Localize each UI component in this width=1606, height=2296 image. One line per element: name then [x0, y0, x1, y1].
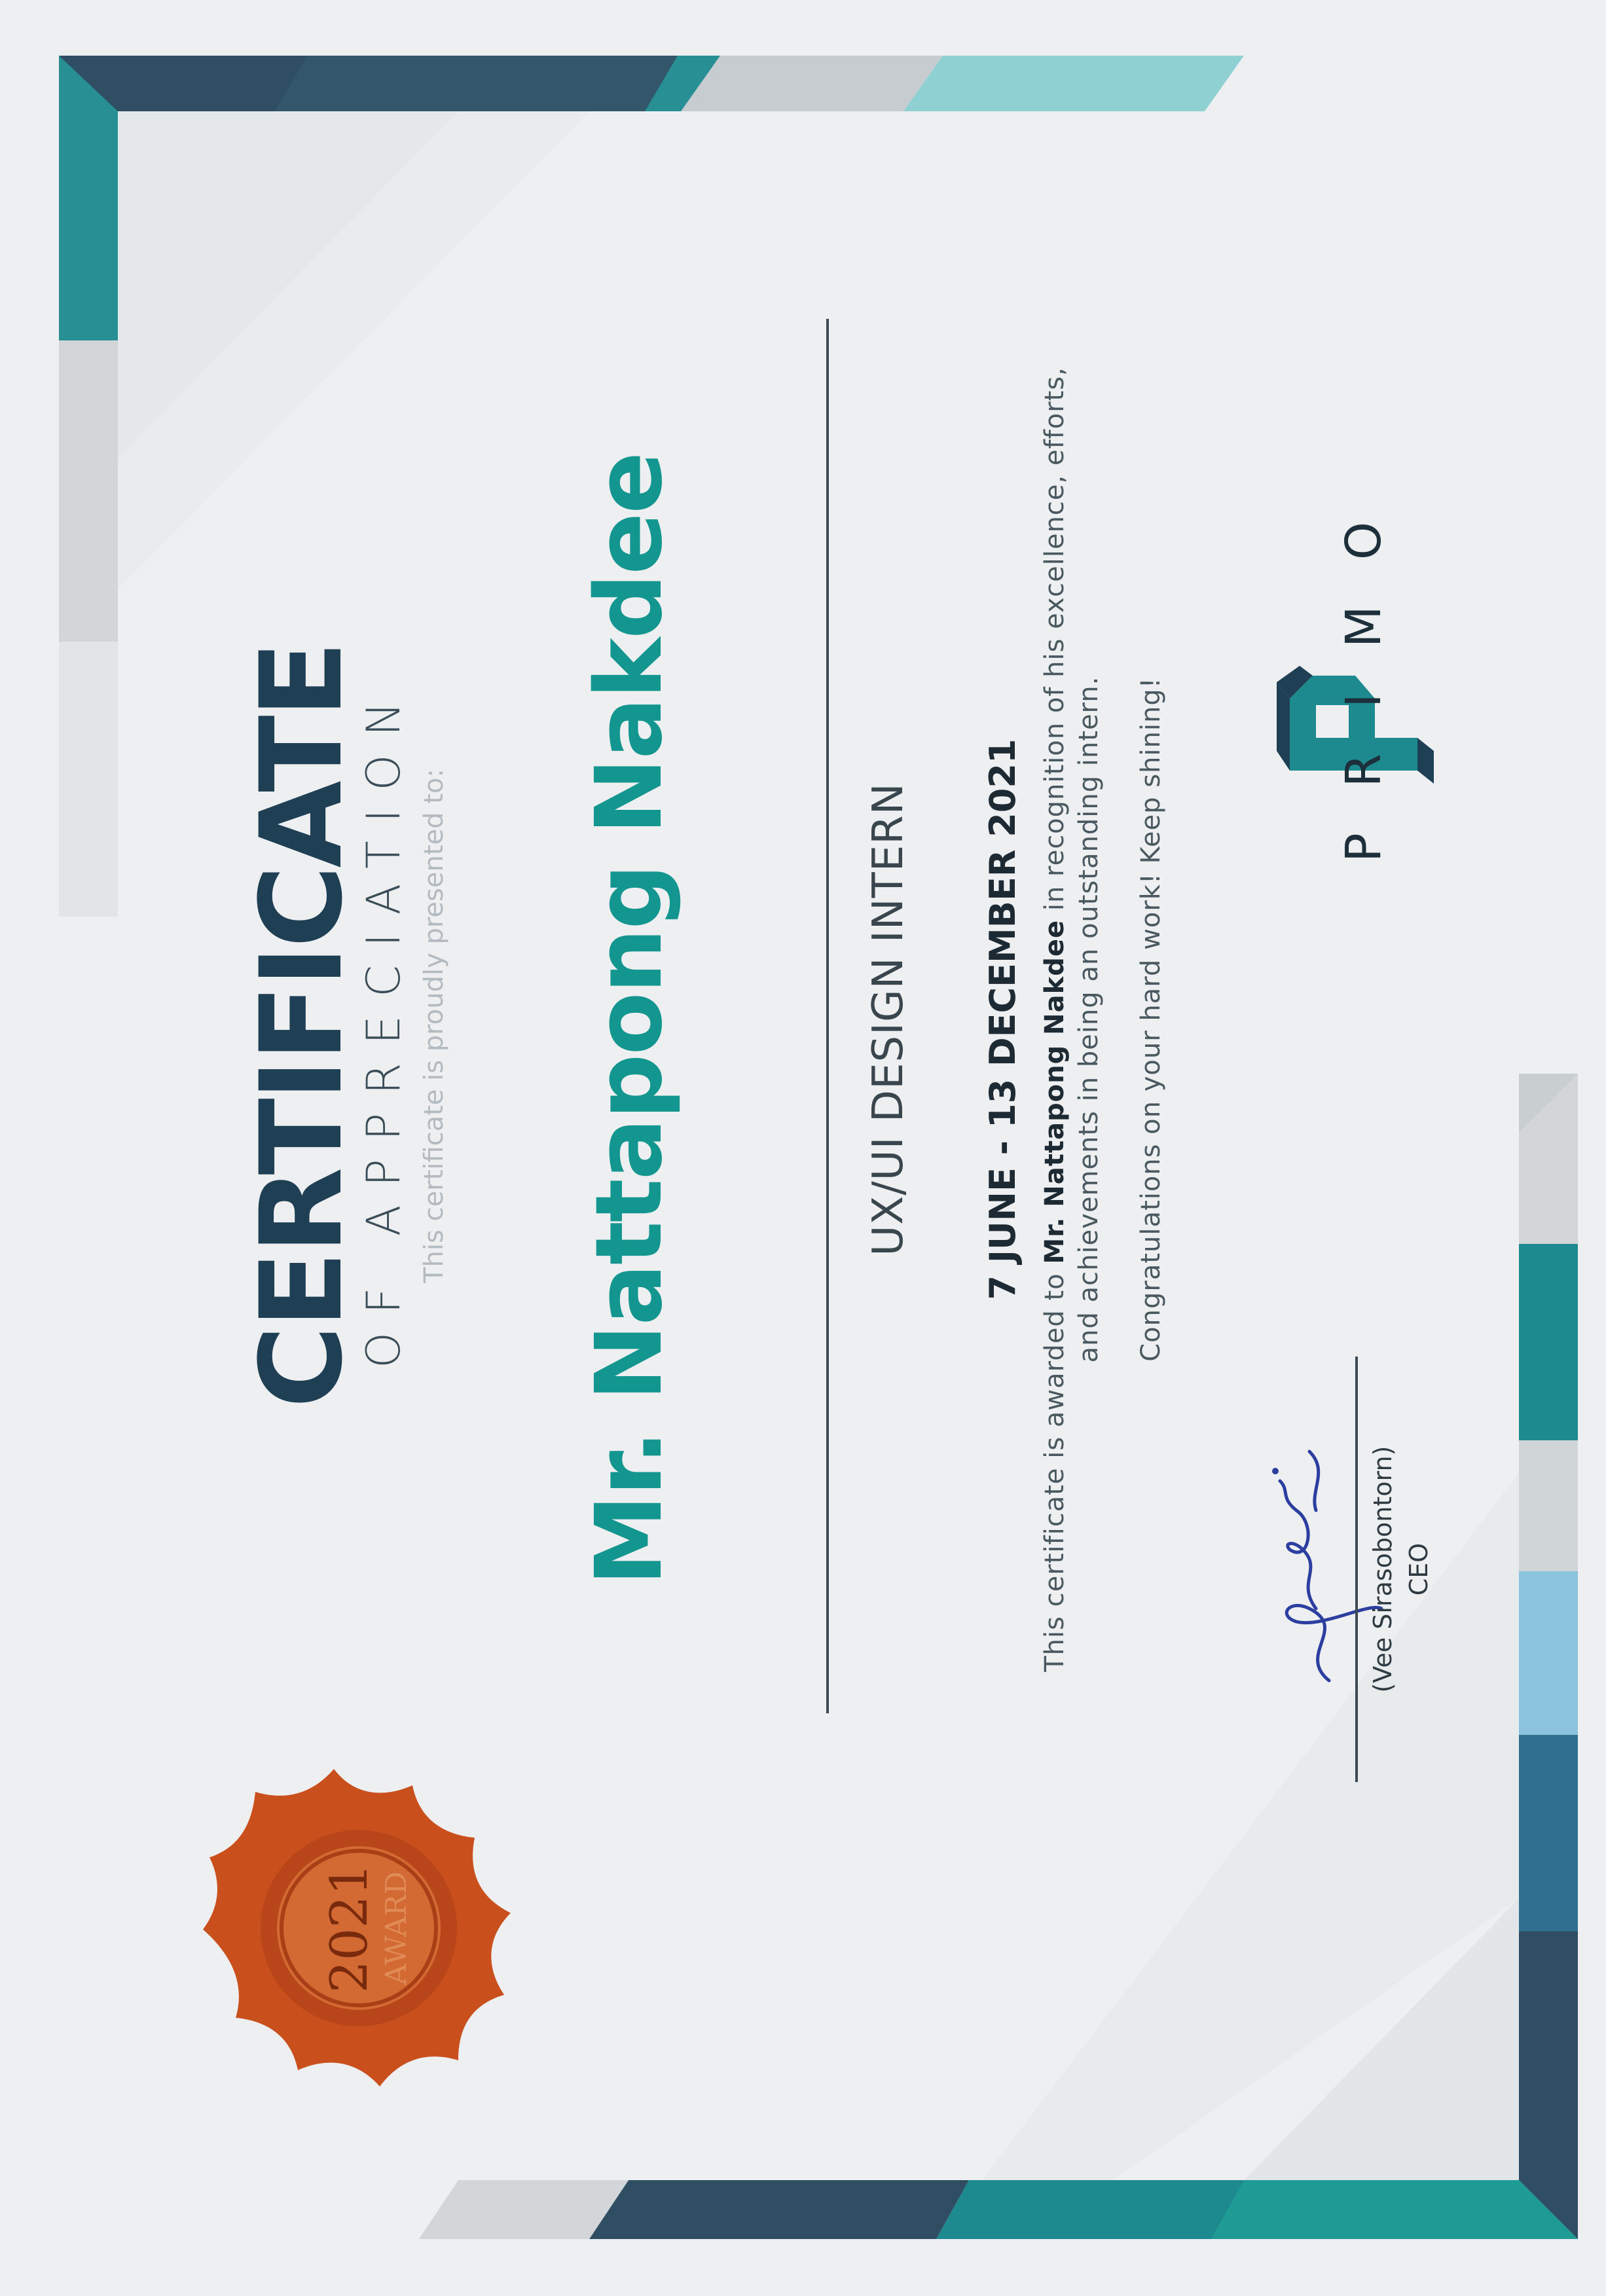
- certificate-subtitle: OF APPRECIATION: [357, 683, 411, 1368]
- logo-wordmark: PRIMO: [1336, 476, 1392, 862]
- signature-line: [1355, 1357, 1358, 1782]
- date-range: 7 JUNE - 13 DECEMBER 2021: [982, 738, 1023, 1300]
- congratulations-text: Congratulations on your hard work! Keep shining!: [1136, 677, 1166, 1362]
- signer-title: CEO: [1404, 1542, 1433, 1596]
- recipient-role: UX/UI DESIGN INTERN: [864, 782, 913, 1256]
- divider: [826, 319, 829, 1713]
- body-text-line-2: and achievements in being an outstanding intern.: [1074, 676, 1104, 1363]
- body-prefix: This certificate is awarded to: [1040, 1264, 1070, 1672]
- seal-label: AWARD: [380, 1871, 413, 1985]
- certificate-title: CERTIFICATE: [236, 643, 367, 1409]
- signature-scribble: [1218, 1432, 1388, 1707]
- body-name: Mr. Nattapong Nakdee: [1040, 919, 1070, 1264]
- body-text-line-1: [1040, 168, 1070, 1870]
- signer-name: (Vee Sirasobontorn): [1368, 1446, 1397, 1693]
- body-suffix: in recognition of his excellence, efforts,: [1040, 367, 1070, 920]
- seal-year: 2021: [320, 1863, 379, 1994]
- presented-text: This certificate is proudly presented to:: [419, 769, 449, 1283]
- recipient-name: Mr. Nattapong Nakdee: [576, 452, 683, 1586]
- award-seal: [190, 1759, 530, 2100]
